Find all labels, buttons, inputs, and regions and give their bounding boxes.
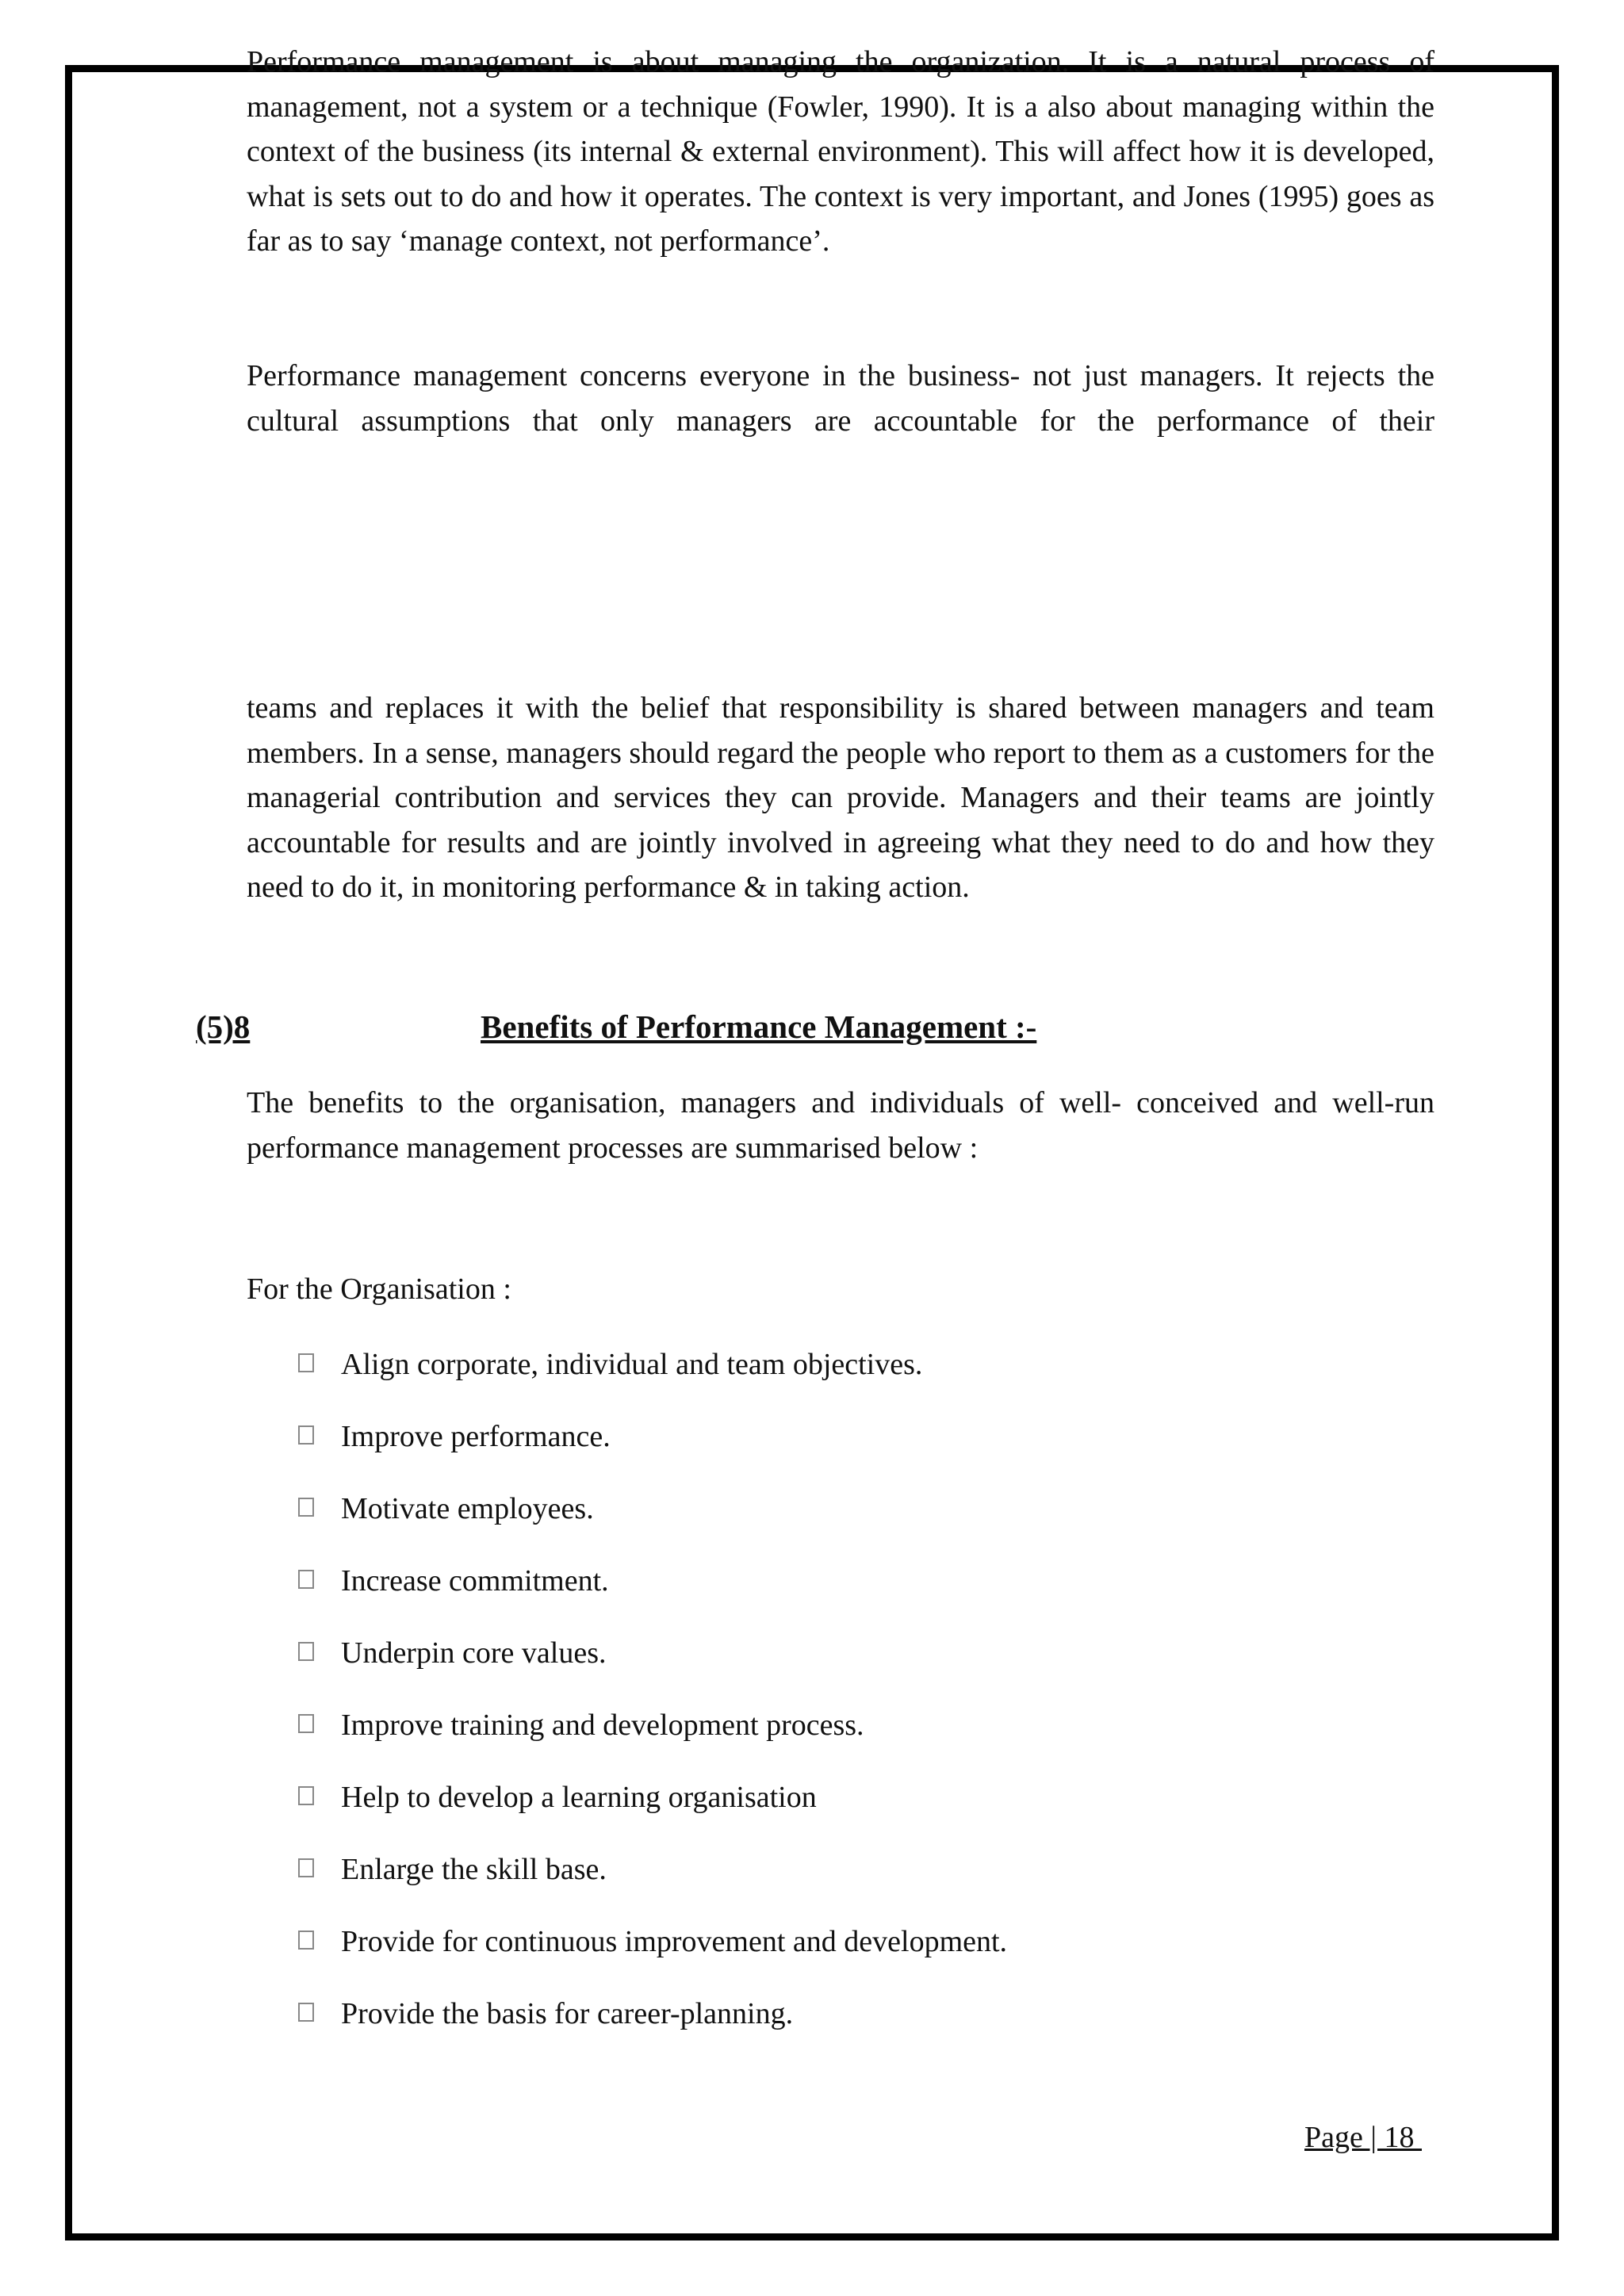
bullet-box-icon [298,1786,314,1805]
organisation-label: For the Organisation : [247,1272,511,1306]
paragraph-shared-responsibility: teams and replaces it with the belief that responsibility is shared between managers and team members. In a sense, managers should regard the people who report to them as a customers for the managerial contribution and services they can provide. Managers and their teams are jointly accountable for results and are jointly involved in agreeing what they need to do and how they need to do it, in monitoring performance & in taking action. [247,691,1434,904]
list-item-text: Improve training and development process. [341,1709,864,1742]
page-number: Page | 18 [1304,2121,1422,2154]
list-item-text: Align corporate, individual and team objectives. [341,1348,923,1381]
list-item [298,1487,1007,1559]
list-item-text: Provide for continuous improvement and development. [341,1925,1008,1958]
bullet-box-icon [298,1425,314,1445]
list-item [298,1631,1007,1703]
bullet-box-icon [298,1353,314,1372]
paragraph-context: Performance management is about managing the organization. It is a natural process of management, not a system or a technique (Fowler, 1990). It is a also about managing within the context of the business (its internal & external environment). This will affect how it is developed, what is sets out to do and how it operates. The context is very important, and Jones (1995) goes as far as to say ‘manage context, not performance’. [247,45,1434,258]
list-item [298,1775,1007,1847]
list-item [298,1847,1007,1919]
section-title: Benefits of Performance Management :- [481,1008,1037,1045]
bullet-box-icon [298,1858,314,1877]
list-item [298,1992,1007,2064]
list-item-text: Improve performance. [341,1420,611,1453]
list-item-text: Motivate employees. [341,1492,594,1525]
bullet-box-icon [298,1931,314,1950]
list-item [298,1919,1007,1992]
list-item [298,1414,1007,1487]
bullet-box-icon [298,1714,314,1733]
organisation-benefits-list [298,1342,1007,2064]
paragraph-benefits-intro: The benefits to the organisation, managers and individuals of well- conceived and well-run performance management processes are summarised below : [247,1086,1434,1165]
bullet-box-icon [298,1642,314,1661]
paragraph-everyone: Performance management concerns everyone in the business- not just managers. It rejects the cultural assumptions that only managers are accountable for the performance of their [247,359,1434,438]
bullet-box-icon [298,2003,314,2022]
list-item [298,1342,1007,1414]
list-item [298,1703,1007,1775]
list-item-text: Underpin core values. [341,1636,607,1670]
section-number: (5)8 [196,1008,251,1045]
bullet-box-icon [298,1570,314,1589]
bullet-box-icon [298,1498,314,1517]
list-item-text: Help to develop a learning organisation [341,1781,817,1814]
list-item-text: Enlarge the skill base. [341,1853,607,1886]
list-item [298,1559,1007,1631]
list-item-text: Increase commitment. [341,1564,609,1598]
list-item-text: Provide the basis for career-planning. [341,1997,794,2030]
